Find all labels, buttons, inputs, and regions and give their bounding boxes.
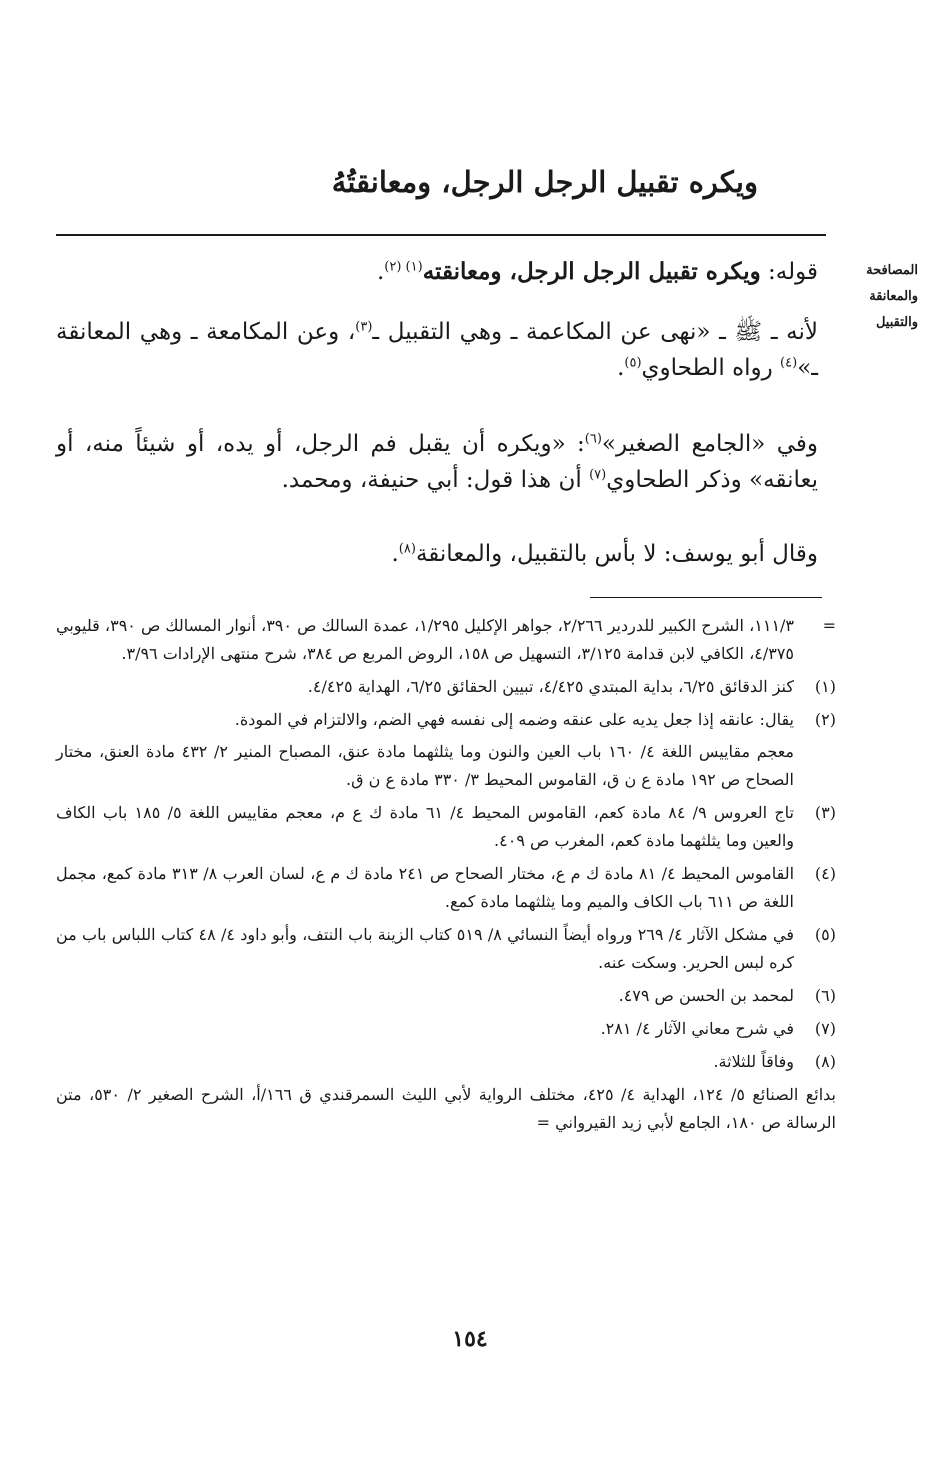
abu-yusuf-text: وقال أبو يوسف: لا بأس بالتقبيل، والمعانقة <box>415 541 818 567</box>
margin-note-line-2: والمعانقة <box>869 289 918 304</box>
footnote-text: القاموس المحيط ٤/ ٨١ مادة ك م ع، مختار الصحاح ص ٢٤١ مادة ك م ع، لسان العرب ٨/ ٣١٣ مادة كمع، مجمل اللغة ص ٦١١ باب الكاف والميم وما يثلثهما مادة كمع. <box>56 864 795 911</box>
margin-note <box>838 258 918 336</box>
footnote-8-continuation: بدائع الصنائع ٥/ ١٢٤، الهداية ٤/ ٤٢٥، مختلف الرواية لأبي الليث السمرقندي ق ١٦٦/أ، الشرح الصغير ٢/ ٥٣٠، متن الرسالة ص ١٨٠، الجامع لأبي زيد القيرواني = <box>56 1085 836 1132</box>
footnote-text: في شرح معاني الآثار ٤/ ٢٨١. <box>600 1019 794 1038</box>
footnote-number: (٣) <box>814 803 836 822</box>
footnote-text: كنز الدقائق ٦/٢٥، بداية المبتدي ٤/٤٢٥، تبيين الحقائق ٦/٢٥، الهداية ٤/٤٢٥. <box>307 677 794 696</box>
footnote-4 <box>56 860 836 916</box>
jami-text-c: أن هذا قول: أبي حنيفة، ومحمد. <box>281 467 590 493</box>
running-header: ويكره تقبيل الرجل الرجل، ومعانقتُهُ <box>331 165 758 199</box>
footnote-ref: (٦) <box>584 431 602 447</box>
footnote-continuation: معجم مقاييس اللغة ٤/ ١٦٠ باب العين والنون وما يثلثهما مادة عنق، المصباح المنير ٢/ ٤٣٢ مادة العنق، مختار الصحاح ص ١٩٢ مادة ع ن ق، القاموس المحيط ٣/ ٣٣٠ مادة ع ن ق. <box>56 742 795 789</box>
footnote-number: (٦) <box>814 986 836 1005</box>
paragraph-reason <box>56 314 818 386</box>
footnote-number: (٧) <box>814 1019 836 1038</box>
footnote-1 <box>56 673 836 701</box>
footnote-ref: (٤) <box>780 355 798 371</box>
abu-yusuf-end: . <box>391 541 399 567</box>
footnote-5 <box>56 921 836 977</box>
footnote-ref: (٨) <box>398 541 416 557</box>
footnote-text: وفاقاً للثلاثة. <box>713 1052 794 1071</box>
footnotes <box>56 612 836 1137</box>
reason-text-d: . <box>617 355 625 381</box>
paragraph-abu-yusuf <box>56 536 818 572</box>
footnote-ref: (٣) <box>355 319 373 335</box>
quote-bold: ويكره تقبيل الرجل الرجل، ومعانقته <box>422 258 761 285</box>
paragraph-jami <box>56 426 818 498</box>
header-divider <box>56 234 826 236</box>
footnote-continued-mark: = <box>822 616 836 635</box>
jami-text-b: : «ويكره أن يقبل فم الرجل، أو يده، أو شيئاً منه، أو يعانقه» وذكر الطحاوي <box>56 431 818 493</box>
footnote-divider <box>590 597 822 598</box>
jami-text-a: وفي «الجامع الصغير» <box>601 431 818 457</box>
paragraph-quote <box>56 254 818 290</box>
footnote-number: (٢) <box>814 710 836 729</box>
margin-note-line-1: المصافحة <box>866 263 918 278</box>
footnote-3 <box>56 799 836 855</box>
reason-text-a: لأنه ـ ﷺ ـ «نهى عن المكاعمة ـ وهي التقبيل ـ <box>372 319 819 345</box>
footnote-body <box>56 706 794 794</box>
footnote-text: لمحمد بن الحسن ص ٤٧٩. <box>618 986 794 1005</box>
footnote-2 <box>56 706 836 794</box>
margin-note-line-3: والتقبيل <box>875 315 918 330</box>
footnote-ref: (١) (٢) <box>384 259 423 275</box>
footnote-number: (١) <box>814 677 836 696</box>
footnote-text: في مشكل الآثار ٤/ ٢٦٩ ورواه أيضاً النسائي ٨/ ٥١٩ كتاب الزينة باب النتف، وأبو داود ٤/ ٤٨ كتاب اللباس باب من كره لبس الحرير. وسكت عنه. <box>56 925 795 972</box>
reason-text-b: ، وعن المكامعة ـ وهي المعانقة ـ» <box>56 319 818 381</box>
footnote-number: (٨) <box>814 1052 836 1071</box>
footnote-number: (٤) <box>814 864 836 883</box>
footnote-text: يقال: عانقه إذا جعل يديه على عنقه وضمه إلى نفسه فهي الضم، والالتزام في المودة. <box>234 710 794 729</box>
footnote-number: (٥) <box>814 925 836 944</box>
footnote-continued <box>56 612 836 668</box>
reason-text-c: رواه الطحاوي <box>641 355 781 381</box>
page-number: ١٥٤ <box>452 1326 488 1352</box>
footnote-8 <box>56 1048 836 1076</box>
quote-end: . <box>376 259 385 285</box>
footnote-text: ١١١/٣، الشرح الكبير للدردير ٢/٢٦٦، جواهر الإكليل ١/٢٩٥، عمدة السالك ص ٣٩٠، أنوار المسالك ص ٣٩٠، قليوبي ٤/٣٧٥، الكافي لابن قدامة ٣/١٢٥، التسهيل ص ١٥٨، الروض المربع ص ٣٨٤، شرح منتهى الإرادات ٣/٩٦. <box>56 616 795 663</box>
footnote-text: تاج العروس ٩/ ٨٤ مادة كعم، القاموس المحيط ٤/ ٦١ مادة ك ع م، معجم مقاييس اللغة ٥/ ١٨٥ باب الكاف والعين وما يثلثهما مادة كعم، المغرب ص ٤٠٩. <box>56 803 794 850</box>
footnote-ref: (٥) <box>624 355 642 371</box>
quote-lead: قوله: <box>760 259 818 285</box>
footnote-ref: (٧) <box>589 467 607 483</box>
footnote-6 <box>56 982 836 1010</box>
footnote-7 <box>56 1015 836 1043</box>
